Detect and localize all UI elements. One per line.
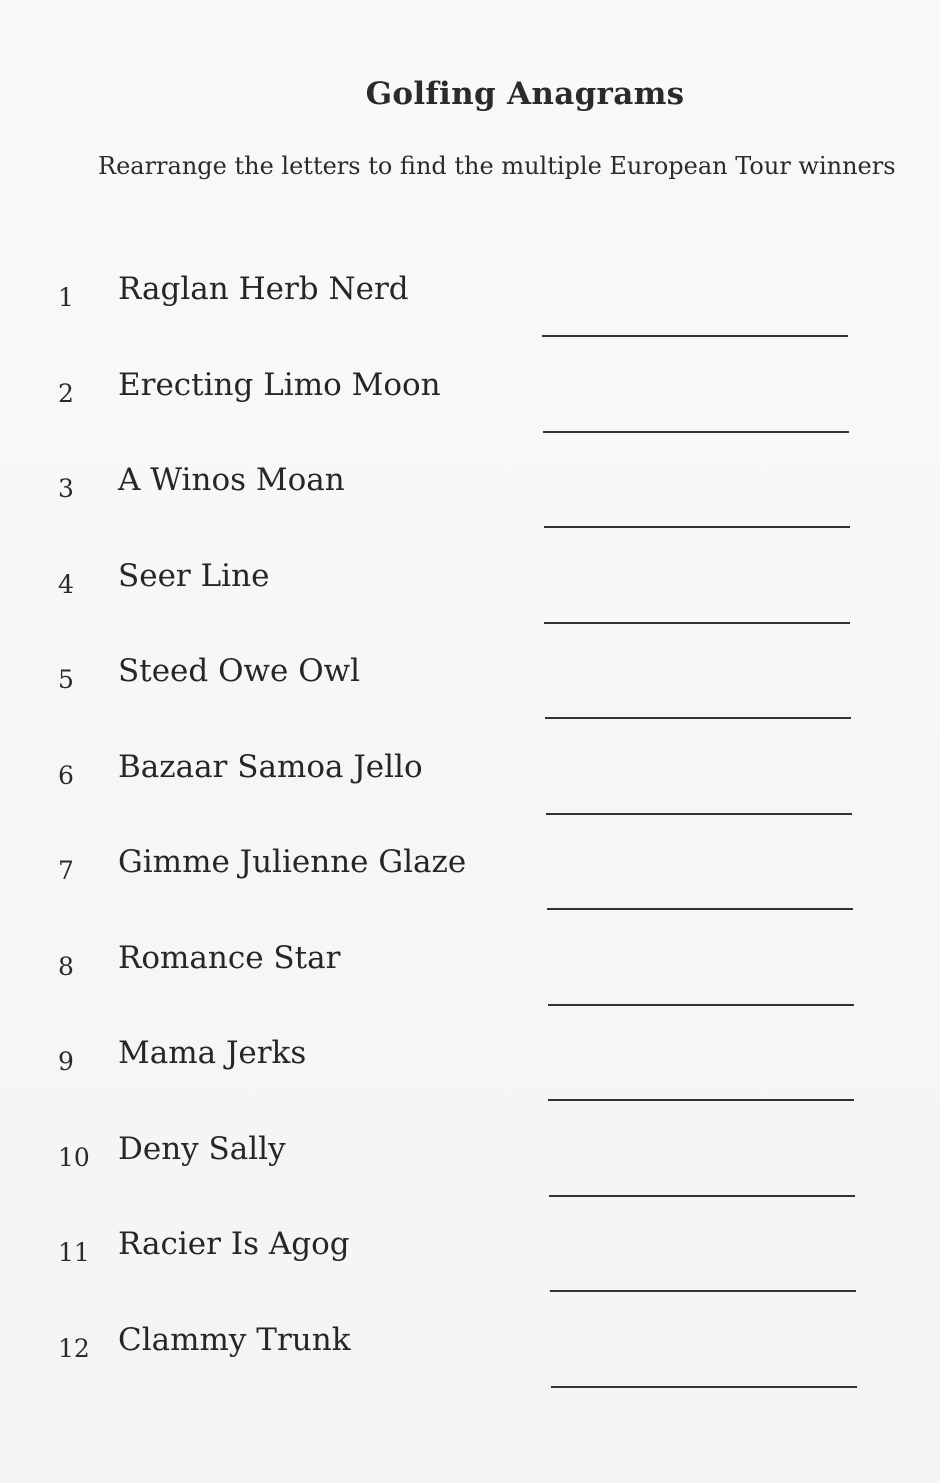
item-number: 7 xyxy=(58,856,74,885)
answer-line[interactable] xyxy=(548,1099,854,1101)
anagram-item xyxy=(0,1130,940,1239)
item-number: 4 xyxy=(58,569,74,599)
anagram-item xyxy=(0,844,940,952)
anagram-text: Gimme Julienne Glaze xyxy=(118,844,467,880)
page-title: Golfing Anagrams xyxy=(365,76,685,112)
item-number: 11 xyxy=(58,1238,90,1267)
item-number: 1 xyxy=(58,283,74,312)
item-number: 8 xyxy=(58,951,74,981)
anagram-item xyxy=(0,462,940,570)
anagram-text: Deny Sally xyxy=(118,1130,286,1167)
answer-line[interactable] xyxy=(544,622,850,624)
anagram-item xyxy=(0,366,940,475)
answer-line[interactable] xyxy=(546,813,852,815)
item-number: 10 xyxy=(58,1142,90,1172)
anagram-text: Clammy Trunk xyxy=(118,1321,351,1358)
anagram-item xyxy=(0,748,940,857)
anagram-text: Racier Is Agog xyxy=(118,1226,350,1262)
anagram-item xyxy=(0,939,940,1048)
anagram-item xyxy=(0,557,940,666)
anagram-item xyxy=(0,271,940,379)
answer-line[interactable] xyxy=(551,1386,857,1388)
item-number: 6 xyxy=(58,760,74,790)
instructions: Rearrange the letters to find the multiple European Tour winners xyxy=(98,152,896,180)
answer-line[interactable] xyxy=(545,717,851,719)
item-number: 3 xyxy=(58,474,74,503)
answer-line[interactable] xyxy=(549,1195,855,1197)
anagram-text: Raglan Herb Nerd xyxy=(118,271,409,307)
anagram-item xyxy=(0,1035,940,1143)
answer-line[interactable] xyxy=(542,335,848,337)
anagram-item xyxy=(0,653,940,761)
anagram-item xyxy=(0,1226,940,1334)
answer-line[interactable] xyxy=(544,526,850,528)
answer-line[interactable] xyxy=(550,1290,856,1292)
item-number: 12 xyxy=(58,1333,90,1363)
anagram-text: Seer Line xyxy=(118,557,270,594)
answer-line[interactable] xyxy=(543,431,849,433)
item-number: 9 xyxy=(58,1047,74,1076)
answer-line[interactable] xyxy=(548,1004,854,1006)
anagram-text: Steed Owe Owl xyxy=(118,653,361,689)
item-number: 5 xyxy=(58,665,74,694)
anagram-item xyxy=(0,1321,940,1430)
anagram-text: Romance Star xyxy=(118,939,341,976)
anagram-text: Mama Jerks xyxy=(118,1035,307,1071)
anagram-text: Erecting Limo Moon xyxy=(118,366,441,403)
anagram-text: Bazaar Samoa Jello xyxy=(118,748,423,785)
answer-line[interactable] xyxy=(547,908,853,910)
item-number: 2 xyxy=(58,378,74,408)
anagram-text: A Winos Moan xyxy=(118,462,345,498)
